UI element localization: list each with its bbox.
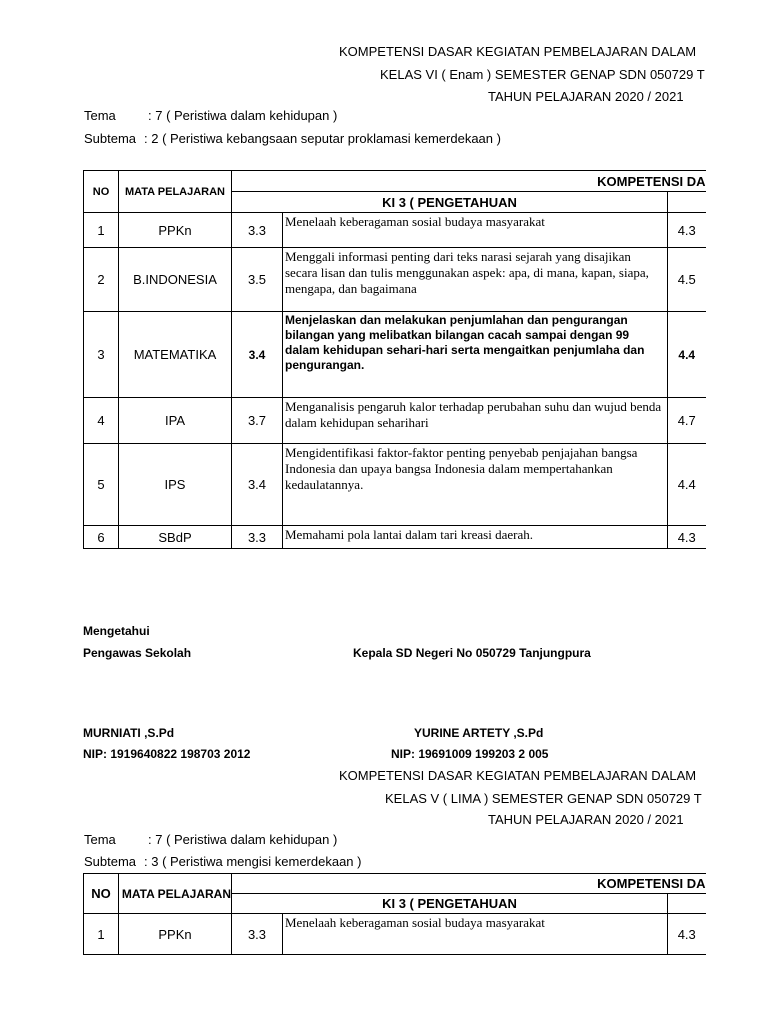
row-no: 2	[84, 248, 119, 312]
row-no: 4	[84, 398, 119, 444]
row-kd3: 3.4	[232, 312, 283, 398]
row-mapel: MATEMATIKA	[119, 312, 232, 398]
ki3-header: KI 3 ( PENGETAHUAN	[232, 192, 668, 213]
row-no: 1	[84, 914, 119, 955]
row-mapel: IPS	[119, 444, 232, 526]
row-kd3: 3.7	[232, 398, 283, 444]
pengawas-title: Pengawas Sekolah	[83, 646, 192, 660]
col-mapel-header: MATA PELAJARAN	[119, 874, 232, 914]
row-kd4: 4.3	[668, 914, 706, 955]
row-mapel: PPKn	[119, 213, 232, 248]
row-kd4: 4.3	[668, 213, 706, 248]
row-kd4: 4.4	[668, 444, 706, 526]
row-kd3: 3.3	[232, 914, 283, 955]
kompetensi-header: KOMPETENSI DA	[232, 874, 706, 894]
tema-label: Tema	[84, 108, 116, 123]
kepala-nip: NIP: 19691009 199203 2 005	[391, 747, 549, 761]
row-no: 1	[84, 213, 119, 248]
doc-title-line2: KELAS VI ( Enam ) SEMESTER GENAP SDN 050729 T	[380, 67, 705, 82]
row-desc: Mengidentifikasi faktor-faktor penting penyebab penjajahan bangsa Indonesia dan upaya bangsa Indonesia dalam mempertahankan kedaulatannya.	[283, 444, 668, 526]
kepala-name: YURINE ARTETY ,S.Pd	[414, 726, 544, 740]
doc-title-line3: TAHUN PELAJARAN 2020 / 2021	[488, 812, 684, 827]
kepala-title: Kepala SD Negeri No 050729 Tanjungpura	[353, 646, 591, 660]
pengawas-nip: NIP: 1919640822 198703 2012	[83, 747, 251, 761]
subtema-label: Subtema	[84, 854, 137, 869]
row-desc: Menganalisis pengaruh kalor terhadap perubahan suhu dan wujud benda dalam kehidupan seharihari	[283, 398, 668, 444]
kompetensi-table-kelas6	[83, 170, 706, 549]
ki4-header-cell	[668, 894, 706, 914]
col-no-header: NO	[84, 171, 119, 213]
kompetensi-table-kelas5	[83, 873, 706, 955]
table-row	[84, 248, 706, 312]
row-kd3: 3.3	[232, 526, 283, 549]
row-no: 3	[84, 312, 119, 398]
subtema-value: : 3 ( Peristiwa mengisi kemerdekaan )	[144, 854, 362, 869]
table-row	[84, 312, 706, 398]
row-desc: Menelaah keberagaman sosial budaya masyarakat	[283, 213, 668, 248]
tema-label: Tema	[84, 832, 116, 847]
row-desc: Menelaah keberagaman sosial budaya masyarakat	[283, 914, 668, 955]
row-kd3: 3.4	[232, 444, 283, 526]
row-mapel: SBdP	[119, 526, 232, 549]
pengawas-name: MURNIATI ,S.Pd	[83, 726, 175, 740]
table-row	[84, 526, 706, 549]
table-row	[84, 213, 706, 248]
ki3-header: KI 3 ( PENGETAHUAN	[232, 894, 668, 914]
subtema-label: Subtema	[84, 131, 137, 146]
ki4-header-cell	[668, 192, 706, 213]
row-mapel: B.INDONESIA	[119, 248, 232, 312]
row-kd4: 4.7	[668, 398, 706, 444]
row-kd4: 4.5	[668, 248, 706, 312]
table-row	[84, 398, 706, 444]
row-no: 6	[84, 526, 119, 549]
row-desc: Menggali informasi penting dari teks narasi sejarah yang disajikan secara lisan dan tulis menggunakan aspek: apa, di mana, kapan, siapa, mengapa, dan bagaimana	[283, 248, 668, 312]
col-no-header: NO	[84, 874, 119, 914]
row-no: 5	[84, 444, 119, 526]
subtema-value: : 2 ( Peristiwa kebangsaan seputar proklamasi kemerdekaan )	[144, 131, 501, 146]
tema-value: : 7 ( Peristiwa dalam kehidupan )	[148, 108, 338, 123]
mengetahui-label: Mengetahui	[83, 624, 150, 638]
doc-title-line2: KELAS V ( LIMA ) SEMESTER GENAP SDN 050729 T	[385, 791, 702, 806]
table-row	[84, 444, 706, 526]
table-row	[84, 914, 706, 955]
doc-title-line3: TAHUN PELAJARAN 2020 / 2021	[488, 89, 684, 104]
row-kd3: 3.3	[232, 213, 283, 248]
tema-value: : 7 ( Peristiwa dalam kehidupan )	[148, 832, 338, 847]
row-desc: Memahami pola lantai dalam tari kreasi daerah.	[283, 526, 668, 549]
row-desc: Menjelaskan dan melakukan penjumlahan dan pengurangan bilangan yang melibatkan bilangan cacah sampai dengan 99 dalam kehidupan sehari-hari serta mengaitkan penjumlaha dan pengurangan.	[283, 312, 668, 398]
doc-title-line1: KOMPETENSI DASAR KEGIATAN PEMBELAJARAN DALAM	[339, 44, 697, 59]
row-mapel: IPA	[119, 398, 232, 444]
col-mapel-header: MATA PELAJARAN	[119, 171, 232, 213]
kompetensi-header: KOMPETENSI DA	[232, 171, 706, 192]
doc-title-line1: KOMPETENSI DASAR KEGIATAN PEMBELAJARAN DALAM	[339, 768, 697, 783]
row-kd3: 3.5	[232, 248, 283, 312]
row-kd4: 4.4	[668, 312, 706, 398]
row-mapel: PPKn	[119, 914, 232, 955]
row-kd4: 4.3	[668, 526, 706, 549]
